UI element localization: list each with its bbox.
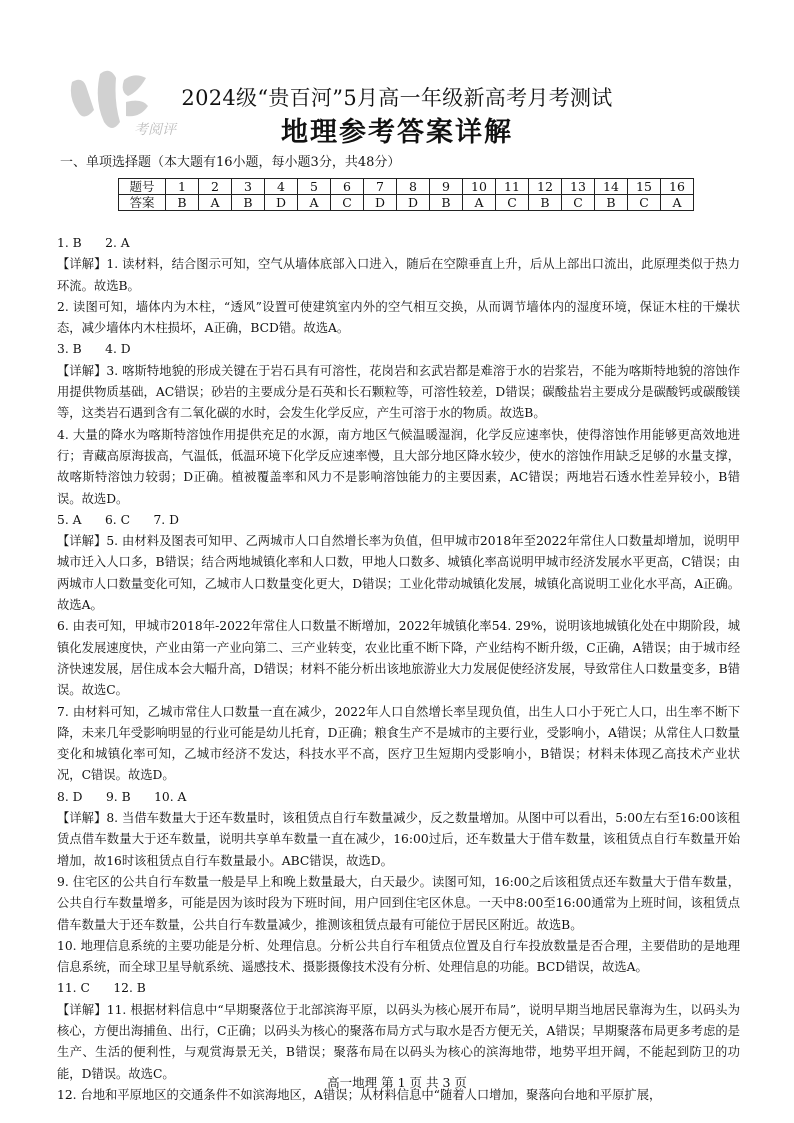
answer-cell: B: [430, 195, 463, 211]
explanation-paragraph: 【详解】3. 喀斯特地貌的形成关键在于岩石具有可溶性，花岗岩和玄武岩都是难溶于水的岩浆岩，不能为喀斯特地貌的溶蚀作用提供物质基础，AC错误；砂岩的主要成分是石英和长石颗粒等，可溶性较差，D错误；碳酸盐岩主要成分是碳酸钙或碳酸镁等，这类岩石遇到含有二氧化碳的水时，会发生化学反应，产生可溶于水的物质。故选B。: [57, 363, 740, 421]
question-number: 15: [628, 179, 661, 195]
explanation-paragraph: 6. 由表可知，甲城市2018年-2022年常住人口数量不断增加，2022年城镇化率54. 29%，说明该地城镇化处在中期阶段，城镇化发展速度快，产业由第一产业向第二、三产业转变，农业比重不断下降，产业结构不断升级，C正确，A错误；由于城市经济快速发展，居住成本会大幅升高，D错误；材料不能分析出该地旅游业大力发展促使经济发展，导致常住人口数量变多，B错误。故选C。: [57, 619, 740, 698]
document-title: 地理参考答案详解: [281, 117, 513, 148]
answer-key-line: 5. A 6. C 7. D: [57, 512, 179, 527]
question-number: 7: [364, 179, 397, 195]
explanation-paragraph: 【详解】5. 由材料及图表可知甲、乙两城市人口自然增长率为负值，但甲城市2018年至2022年常住人口数量却增加，说明甲城市迁入人口多，B错误；结合两地城镇化率和人口数，甲地人口数多、城镇化率高说明甲城市经济发展水平更高，C错误；由两城市人口数量变化可知，乙城市人口数量变化更大，D错误；工业化带动城镇化发展，城镇化高说明工业化水平高，A正确。故选A。: [57, 534, 740, 613]
question-number: 13: [562, 179, 595, 195]
explanation-paragraph: 4. 大量的降水为喀斯特溶蚀作用提供充足的水源，南方地区气候温暖湿润，化学反应速率快，使得溶蚀作用能够更高效地进行；青藏高原海拔高，气温低，低温环境下化学反应速率慢，且大部分地区降水较少，使水的溶蚀作用缺乏足够的水量支撑，故喀斯特溶蚀力较弱；D正确。植被覆盖率和风力不是影响溶蚀能力的主要因素，AC错误；两地岩石透水性差异较小，B错误。故选D。: [57, 427, 740, 506]
answer-cell: B: [166, 195, 199, 211]
question-number: 1: [166, 179, 199, 195]
question-number: 16: [661, 179, 694, 195]
explanation-paragraph: 2. 读图可知，墙体内为木柱，“透风”设置可使建筑室内外的空气相互交换，从而调节墙体内的湿度环境，保证木柱的干燥状态，减少墙体内木柱损坏，A正确，BCD错。故选A。: [57, 299, 740, 336]
answer-cell: B: [529, 195, 562, 211]
answer-cell: C: [562, 195, 595, 211]
question-number: 8: [397, 179, 430, 195]
question-number: 3: [232, 179, 265, 195]
question-number: 6: [331, 179, 364, 195]
explanation-paragraph: 【详解】11. 根据材料信息中“早期聚落位于北部滨海平原，以码头为核心展开布局”，说明早期当地居民靠海为生，以码头为核心，方便出海捕鱼、出行，C正确；以码头为核心的聚落布局方式与取水是否方便无关，A错误；早期聚落布局更多考虑的是生产、生活的便利性，与观赏海景无关，B错误；聚落布局在以码头为核心的滨海地带，地势平坦开阔，不能起到防卫的功能，D错误。故选C。: [57, 1002, 740, 1081]
explanation-paragraph: 【详解】1. 读材料，结合图示可知，空气从墙体底部入口进入，随后在空隙垂直上升，后从上部出口流出，此原理类似于热力环流。故选B。: [57, 257, 740, 293]
answer-cell: B: [232, 195, 265, 211]
question-number: 10: [463, 179, 496, 195]
answer-cell: D: [364, 195, 397, 211]
answer-cell: D: [397, 195, 430, 211]
question-number-row: [119, 179, 694, 195]
explanation-paragraph: 9. 住宅区的公共自行车数量一般是早上和晚上数量最大，白天最少。读图可知，16:00之后该租赁点还车数量大于借车数量，公共自行车数量增多，可能是因为该时段为下班时间，用户回到住宅区休息。一天中8:00至16:00通常为上班时间，该租赁点借车数量大于还车数量，公共自行车数量减少，推测该租赁点最有可能位于居民区附近。故选B。: [57, 874, 740, 932]
answer-cell: A: [199, 195, 232, 211]
answer-cell: A: [463, 195, 496, 211]
answer-key-line: 3. B 4. D: [57, 342, 131, 357]
answer-key-line: 1. B 2. A: [57, 236, 130, 250]
answer-row: [119, 195, 694, 211]
answer-cell: D: [265, 195, 298, 211]
question-number-label: 题号: [119, 179, 166, 195]
page-footer: 高一地理 第 1 页 共 3 页: [327, 1075, 467, 1090]
answer-cell: A: [661, 195, 694, 211]
answer-key-line: 8. D 9. B 10. A: [57, 789, 187, 804]
question-number: 4: [265, 179, 298, 195]
answer-cell: A: [298, 195, 331, 211]
question-number: 2: [199, 179, 232, 195]
answer-cell: B: [595, 195, 628, 211]
question-number: 11: [496, 179, 529, 195]
explanation-paragraph: 7. 由材料可知，乙城市常住人口数量一直在减少，2022年人口自然增长率呈现负值，出生人口小于死亡人口，出生率不断下降，未来几年受影响明显的行业可能是幼儿托育，D正确；粮食生产不是城市的主要行业，受影响小，A错误；从常住人口数量变化和城镇化率可知，乙城市经济不发达，科技水平不高，医疗卫生短期内受影响小，B错误；材料未体现乙高技术产业状况，C错误。故选D。: [57, 704, 740, 783]
answer-cell: C: [331, 195, 364, 211]
explanation-paragraph: 10. 地理信息系统的主要功能是分析、处理信息。分析公共自行车租赁点位置及自行车投放数量是否合理，主要借助的是地理信息系统，而全球卫星导航系统、遥感技术、摄影摄像技术没有分析、处理信息的功能。BCD错误，故选A。: [57, 938, 740, 975]
answer-key-line: 11. C 12. B: [57, 981, 146, 996]
answer-label: 答案: [119, 195, 166, 211]
question-number: 12: [529, 179, 562, 195]
exam-title: 2024级“贵百河”5月高一年级新高考月考测试: [181, 86, 613, 110]
explanation-body: [57, 233, 740, 1106]
explanation-paragraph: 12. 台地和平原地区的交通条件不如滨海地区，A错误；从材料信息中“随着人口增加，聚落向台地和平原扩展，: [57, 1087, 662, 1102]
answer-cell: C: [628, 195, 661, 211]
question-number: 9: [430, 179, 463, 195]
question-number: 14: [595, 179, 628, 195]
answer-table: [118, 178, 694, 211]
answer-cell: C: [496, 195, 529, 211]
section-heading: 一、单项选择题（本大题有16小题，每小题3分，共48分）: [60, 155, 401, 170]
logo-text: 考阅评: [134, 122, 176, 138]
explanation-paragraph: 【详解】8. 当借车数量大于还车数量时，该租赁点自行车数量减少，反之数量增加。从图中可以看出，5:00左右至16:00该租赁点借车数量大于还车数量，说明共享单车数量一直在减少，16:00过后，还车数量大于借车数量，该租赁点自行车数量开始增加，故16时该租赁点自行车数量最小。ABC错误，故选D。: [57, 811, 740, 868]
question-number: 5: [298, 179, 331, 195]
